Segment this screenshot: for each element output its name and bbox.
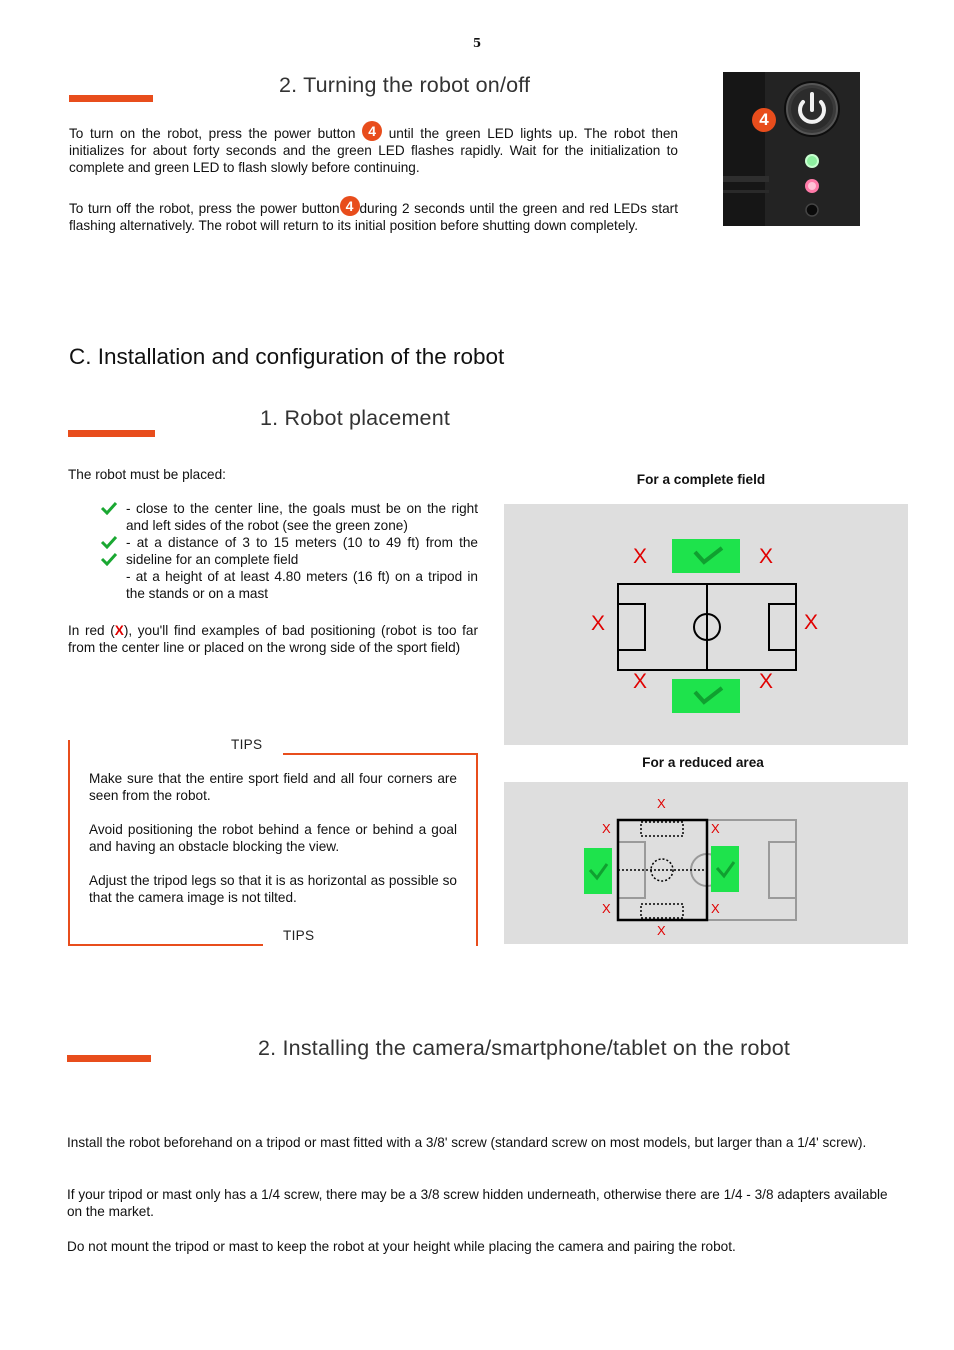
- placement-list: [126, 500, 478, 602]
- turn-on-text-after: until the green LED lights up. The robot then initializes for about forty seconds and the green LED flashes rapidly. Wait for the initialization to complete and green LED to flash slowly before continuing.: [69, 126, 678, 175]
- bad-position-x: X: [602, 821, 611, 836]
- install-paragraph-2: If your tripod or mast only has a 1/4 screw, there may be a 3/8 screw hidden underneath, otherwise there are 1/4 - 3/8 adapters available on the market.: [67, 1187, 888, 1219]
- tips-border-left: [68, 740, 70, 946]
- install-paragraph-3: Do not mount the tripod or mast to keep the robot at your height while placing the camera and pairing the robot.: [67, 1239, 736, 1254]
- bad-position-x: X: [633, 670, 648, 693]
- tips-label-top: TIPS: [231, 737, 263, 752]
- tip-item: Make sure that the entire sport field and all four corners are seen from the robot.: [89, 771, 457, 803]
- reduced-area-caption: For a reduced area: [642, 755, 764, 770]
- section-c-title: C. Installation and configuration of the robot: [69, 344, 505, 369]
- check-icon: [100, 552, 118, 566]
- bad-position-x: X: [711, 821, 720, 836]
- bad-position-x: X: [657, 923, 666, 938]
- turn-on-text-before: To turn on the robot, press the power button: [69, 126, 356, 141]
- turn-off-text-after: during 2 seconds until the green and red LEDs start flashing alternatively. The robot will return to its initial position before shutting down completely.: [69, 201, 678, 233]
- section-title-install: 2. Installing the camera/smartphone/tablet on the robot: [258, 1036, 791, 1060]
- list-item: - at a height of at least 4.80 meters (16 ft) on a tripod in the stands or on a mast: [126, 569, 478, 601]
- check-icon: [100, 501, 118, 515]
- tips-label-bottom: TIPS: [283, 928, 315, 943]
- robot-power-photo: [723, 72, 860, 226]
- page-number: 5: [472, 36, 482, 50]
- complete-field-caption: For a complete field: [636, 472, 766, 487]
- photo-badge: 4: [759, 110, 769, 129]
- section-accent-bar: [69, 95, 153, 102]
- list-item: - close to the center line, the goals must be on the right and left sides of the robot (see the green zone): [126, 500, 478, 534]
- tips-border-bottom: [68, 944, 263, 946]
- bad-position-x: X: [633, 545, 648, 568]
- section-accent-bar: [68, 430, 155, 437]
- check-icon: [100, 535, 118, 549]
- list-item: - at a distance of 3 to 15 meters (10 to 49 ft) from the sideline for an complete field: [126, 534, 478, 568]
- bad-position-x: X: [711, 901, 720, 916]
- section-accent-bar: [67, 1055, 151, 1062]
- complete-field-diagram: [504, 504, 908, 745]
- tip-item: Avoid positioning the robot behind a fence or behind a goal and having an obstacle blocking the view.: [89, 822, 457, 854]
- power-button-badge: 4: [340, 196, 360, 216]
- tip-item: Adjust the tripod legs so that it is as horizontal as possible so that the camera image is not tilted.: [89, 873, 457, 905]
- red-examples-paragraph: In red (X), you'll find examples of bad positioning (robot is too far from the center line or placed on the wrong side of the sport field): [68, 623, 478, 655]
- reduced-area-diagram: [504, 782, 908, 944]
- bad-position-x: X: [591, 612, 606, 635]
- power-button-badge: 4: [362, 121, 382, 141]
- robot-panel-illustration: [723, 72, 860, 226]
- bad-position-x: X: [602, 901, 611, 916]
- section-title-placement: 1. Robot placement: [260, 406, 451, 430]
- bad-position-x: X: [804, 611, 819, 634]
- tips-list: [89, 770, 457, 906]
- turn-on-paragraph: [69, 125, 678, 176]
- tips-border-top: [283, 753, 478, 755]
- turn-off-paragraph: [69, 200, 678, 234]
- placement-intro: The robot must be placed:: [68, 467, 226, 482]
- reduced-area-drawing: [504, 782, 908, 944]
- turn-off-text-before: To turn off the robot, press the power button: [69, 201, 340, 216]
- section-title-turning: 2. Turning the robot on/off: [279, 73, 531, 97]
- tips-border-right: [476, 753, 478, 946]
- install-paragraph-1: Install the robot beforehand on a tripod or mast fitted with a 3/8' screw (standard screw on most models, but larger than a 1/4' screw).: [67, 1135, 867, 1150]
- bad-position-x: X: [657, 796, 666, 811]
- bad-position-x: X: [759, 670, 774, 693]
- bad-position-x: X: [759, 545, 774, 568]
- complete-field-drawing: [504, 504, 908, 745]
- red-x-mark: X: [114, 623, 124, 638]
